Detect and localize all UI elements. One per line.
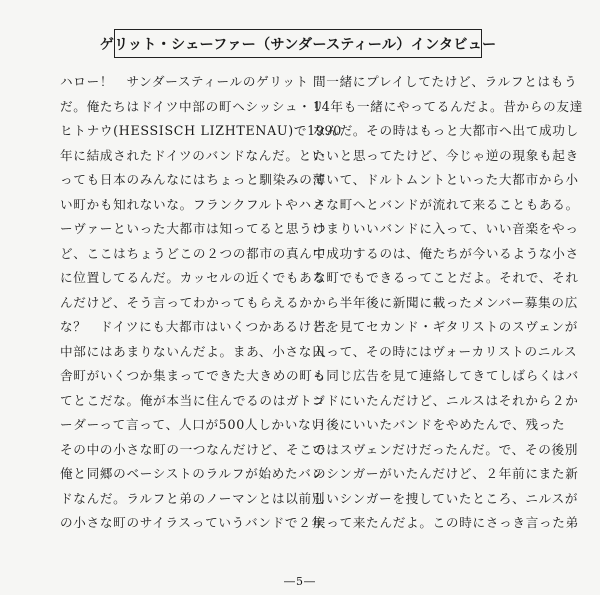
text-line: なんだ。その時はもっと大都市へ出て成功し <box>313 123 579 138</box>
text-line: てとこだな。俺が本当に住んでるのはガトゴ <box>60 392 326 408</box>
text-line: っても日本のみんなにはちょっと馴染みの薄 <box>60 172 326 187</box>
text-line: 俺と同郷のベーシストのラルフが始めたバン <box>60 466 325 481</box>
text-line: の小さな町のサイラスっていうバンドで２年 <box>60 515 325 530</box>
text-line: その中の小さな町の一つなんだけど、そこで <box>60 441 326 457</box>
text-line: 年に結成されたドイツのバンドなんだ。とい <box>60 147 326 163</box>
text-line: ドなんだ。ラルフと弟のノーマンとは以前別 <box>60 490 326 506</box>
text-line: 入って、その時にはヴォーカリストのニルス <box>313 343 578 359</box>
text-line: しいシンガーを捜していたところ、ニルスが <box>313 490 579 506</box>
text-line: だ。俺たちはドイツ中部の町ヘシッシュ・リ <box>60 98 325 114</box>
text-line: 14年も一緒にやってるんだよ。昔からの友達 <box>313 98 584 114</box>
text-line: に位置してるんだ。カッセルの近くでもある <box>60 270 326 285</box>
text-line: ーダーって言って、人口が500人しかいない <box>60 417 325 432</box>
text-line: のシンガーがいたんだけど、２年前にまた新 <box>313 466 579 481</box>
text-line: 間一緒にプレイしてたけど、ラルフとはもう <box>313 74 578 89</box>
text-line: い町かも知れないな。フランクフルトやハノ <box>60 196 326 212</box>
text-line: な？ ドイツにも大都市はいくつかあるけど、 <box>60 319 339 334</box>
page-number: ―5― <box>284 575 316 588</box>
text-line: のはスヴェンだけだったんだ。で、その後別 <box>313 441 579 457</box>
text-line: ヒトナウ(HESSISCH LIZHTENAU)で1990 <box>60 123 342 138</box>
text-line: 舎町がいくつか集まってできた大きめの町っ <box>60 368 326 383</box>
text-line: つまりいいバンドに入って、いい音楽をやっ <box>313 221 579 236</box>
text-line: ていて、ドルトムントといった大都市から小 <box>313 172 579 187</box>
text-line: 中部にはあまりないんだよ。まあ、小さな田 <box>60 343 326 359</box>
text-line: て成功するのは、俺たちが今いるような小さ <box>313 245 579 261</box>
text-line: たいと思ってたけど、今じゃ逆の現象も起き <box>313 147 579 163</box>
text-line: も同じ広告を見て連絡してきてしばらくはバ <box>313 368 579 383</box>
text-line: さな町へとバンドが流れて来ることもある。 <box>313 196 579 212</box>
text-line: から半年後に新聞に載ったメンバー募集の広 <box>313 294 578 310</box>
article-title: ゲリット・シェーファー（サンダースティール）インタビュー <box>114 29 482 58</box>
text-line: ーヴァーといった大都市は知ってると思うけ <box>60 221 326 236</box>
text-line: 告を見てセカンド・ギタリストのスヴェンが <box>313 319 578 334</box>
text-line: んだけど、そう言ってわかってもらえるか <box>60 294 313 310</box>
text-line: 戻って来たんだよ。この時にさっき言った弟 <box>313 515 579 530</box>
text-line: ハロー！ サンダースティールのゲリット <box>60 74 309 89</box>
left-column <box>60 70 342 536</box>
text-line: な町でもできるってことだよ。それで、それ <box>313 270 579 285</box>
text-line: 月後にいいたバンドをやめたんで、残った <box>313 417 566 432</box>
text-line: ど、ここはちょうどこの２つの都市の真ん中 <box>60 245 326 261</box>
right-column <box>313 70 584 536</box>
text-line: ンドにいたんだけど、ニルスはそれから２か <box>313 392 579 408</box>
